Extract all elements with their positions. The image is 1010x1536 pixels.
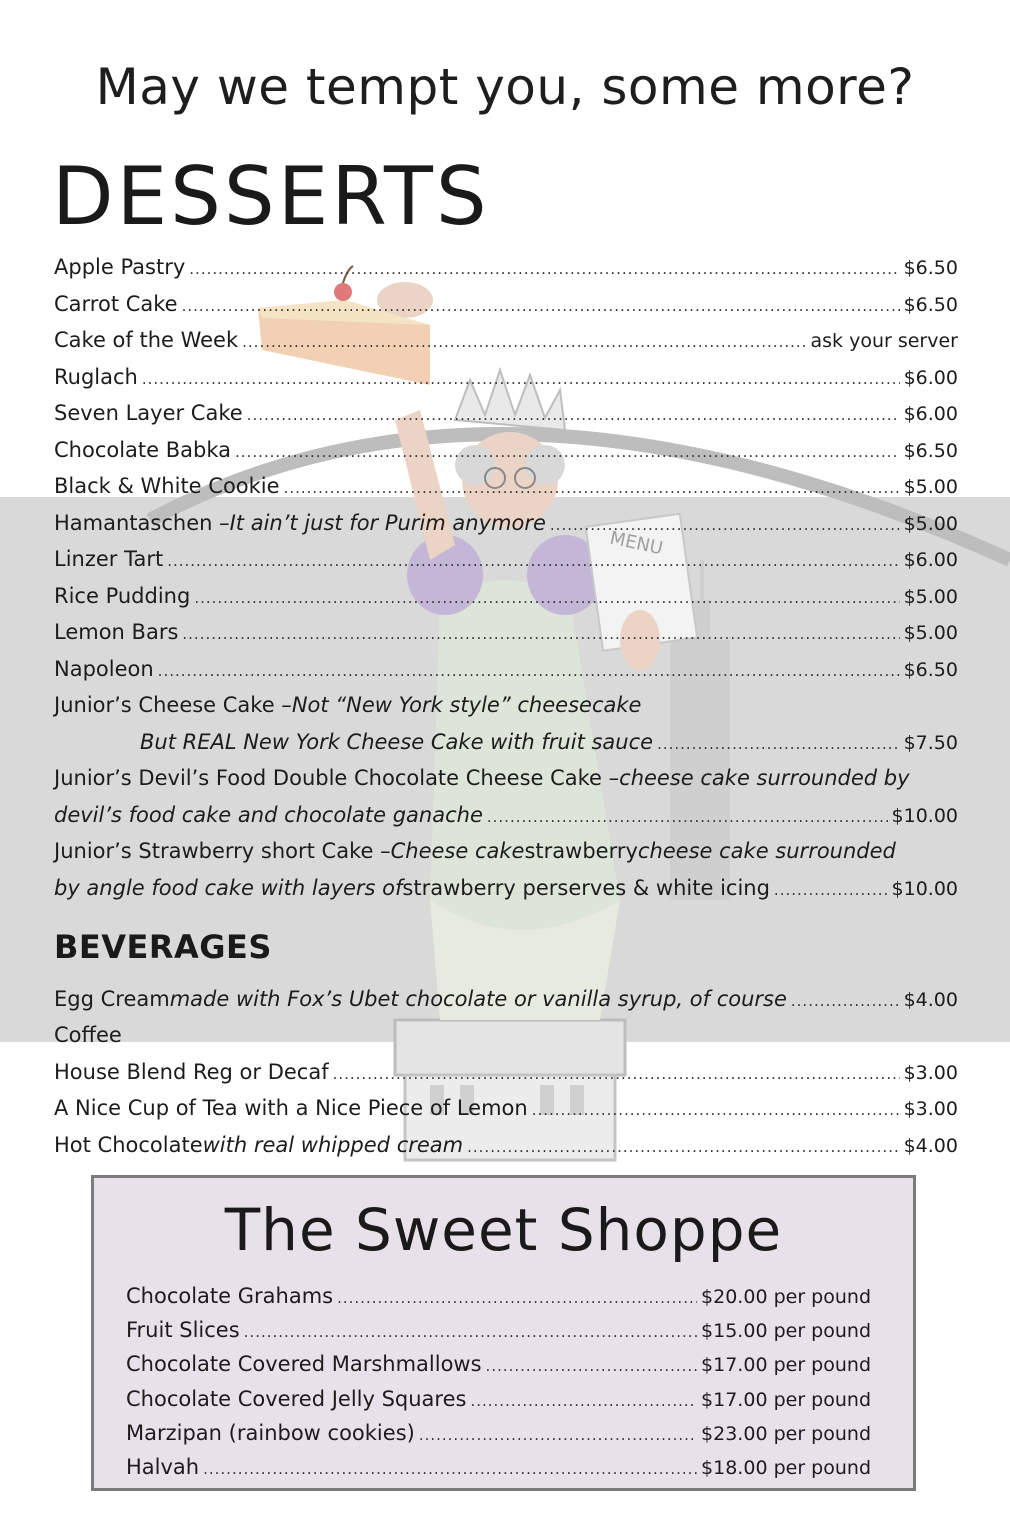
- dot-leader: [791, 981, 900, 1019]
- dot-leader: [244, 1312, 697, 1350]
- sweet-shoppe-box: [91, 1175, 916, 1491]
- item-price: $15.00 per pound: [701, 1320, 871, 1342]
- item-price: $10.00: [891, 805, 958, 827]
- dot-leader: [470, 1381, 697, 1419]
- item-price: $23.00 per pound: [701, 1423, 871, 1445]
- dot-leader: [774, 870, 888, 908]
- menu-item: Napoleon ..... $6.50: [54, 651, 958, 687]
- menu-item: Seven Layer Cake ..... $6.00: [54, 395, 958, 431]
- menu-item: Black & White Cookie ..... $5.00: [54, 468, 958, 504]
- item-price: $17.00 per pound: [701, 1354, 871, 1376]
- dot-leader: [167, 541, 899, 579]
- cheesecake-line-2: But REAL New York Cheese Cake with fruit sauce ..... $7.50: [140, 724, 958, 760]
- dot-leader: [142, 359, 900, 397]
- item-price: $5.00: [903, 586, 958, 608]
- shoppe-item: Halvah ..... $18.00 per pound: [126, 1449, 871, 1485]
- item-price: $5.00: [903, 476, 958, 498]
- menu-item: A Nice Cup of Tea with a Nice Piece of Lemon ..... $3.00: [54, 1090, 958, 1126]
- coffee-label: Coffee: [54, 1023, 122, 1047]
- dot-leader: [203, 1449, 697, 1487]
- dot-leader: [194, 578, 899, 616]
- dot-leader: [333, 1054, 900, 1092]
- cheesecake-line-1: Junior’s Cheese Cake – Not “New York style” cheesecake: [54, 693, 642, 717]
- menu-item: Hamantaschen – It ain’t just for Purim anymore ..... $5.00: [54, 505, 958, 541]
- dot-leader: [550, 505, 900, 543]
- beverages-title: BEVERAGES: [54, 928, 272, 966]
- item-price: $6.00: [903, 549, 958, 571]
- item-price: $4.00: [903, 989, 958, 1011]
- shoppe-item: Fruit Slices ..... $15.00 per pound: [126, 1312, 871, 1348]
- item-price: $6.50: [903, 659, 958, 681]
- dot-leader: [242, 322, 806, 360]
- menu-item: House Blend Reg or Decaf ..... $3.00: [54, 1054, 958, 1090]
- menu-card-label: MENU: [607, 527, 665, 560]
- item-price: $5.00: [903, 513, 958, 535]
- dot-leader: [189, 249, 899, 287]
- devils-food-line-2: devil’s food cake and chocolate ganache ..... $10.00: [54, 797, 958, 833]
- item-price: $6.50: [903, 294, 958, 316]
- menu-item-egg-cream: Egg Cream made with Fox’s Ubet chocolate or vanilla syrup, of course ..... $4.00: [54, 981, 958, 1017]
- dot-leader: [182, 614, 899, 652]
- shoppe-item: Chocolate Covered Marshmallows ..... $17.00 per pound: [126, 1346, 871, 1382]
- menu-item: Rice Pudding ..... $5.00: [54, 578, 958, 614]
- item-price: $20.00 per pound: [701, 1286, 871, 1308]
- dot-leader: [467, 1127, 899, 1165]
- dot-leader: [657, 724, 900, 762]
- item-price: $18.00 per pound: [701, 1457, 871, 1479]
- dot-leader: [487, 797, 888, 835]
- shoppe-item: Chocolate Grahams ..... $20.00 per pound: [126, 1278, 871, 1314]
- menu-item: Ruglach ..... $6.00: [54, 359, 958, 395]
- item-price: $3.00: [903, 1062, 958, 1084]
- dot-leader: [158, 651, 900, 689]
- item-price: $5.00: [903, 622, 958, 644]
- menu-item: Apple Pastry ..... $6.50: [54, 249, 958, 285]
- sweet-shoppe-title: The Sweet Shoppe: [224, 1196, 783, 1264]
- dot-leader: [532, 1090, 900, 1128]
- item-price: $6.50: [903, 257, 958, 279]
- menu-item: Lemon Bars ..... $5.00: [54, 614, 958, 650]
- dot-leader: [284, 468, 900, 506]
- menu-item: Chocolate Babka ..... $6.50: [54, 432, 958, 468]
- dot-leader: [247, 395, 900, 433]
- item-price: $6.50: [903, 440, 958, 462]
- devils-food-line-1: Junior’s Devil’s Food Double Chocolate Cheese Cake – cheese cake surrounded by: [54, 766, 910, 790]
- item-price: $17.00 per pound: [701, 1389, 871, 1411]
- dot-leader: [486, 1346, 698, 1384]
- shoppe-item: Chocolate Covered Jelly Squares ..... $17.00 per pound: [126, 1381, 871, 1417]
- menu-item: Carrot Cake ..... $6.50: [54, 286, 958, 322]
- tagline: May we tempt you, some more?: [95, 58, 915, 116]
- item-price: $10.00: [891, 878, 958, 900]
- desserts-title: DESSERTS: [52, 150, 490, 243]
- dot-leader: [182, 286, 900, 324]
- strawberry-line-2: by angle food cake with layers of strawberry perserves & white icing ..... $10.00: [54, 870, 958, 906]
- item-price: $6.00: [903, 367, 958, 389]
- dot-leader: [235, 432, 900, 470]
- item-price: ask your server: [810, 330, 958, 352]
- shoppe-item: Marzipan (rainbow cookies) ..... $23.00 per pound: [126, 1415, 871, 1451]
- menu-item: Hot Chocolate with real whipped cream ..... $4.00: [54, 1127, 958, 1163]
- dot-leader: [419, 1415, 697, 1453]
- strawberry-line-1: Junior’s Strawberry short Cake – Cheese cake strawberry cheese cake surrounded: [54, 839, 896, 863]
- item-price: $6.00: [903, 403, 958, 425]
- menu-item: Cake of the Week ..... ask your server: [54, 322, 958, 358]
- item-price: $7.50: [903, 732, 958, 754]
- dot-leader: [337, 1278, 697, 1316]
- item-price: $4.00: [903, 1135, 958, 1157]
- item-price: $3.00: [903, 1098, 958, 1120]
- menu-item: Linzer Tart ..... $6.00: [54, 541, 958, 577]
